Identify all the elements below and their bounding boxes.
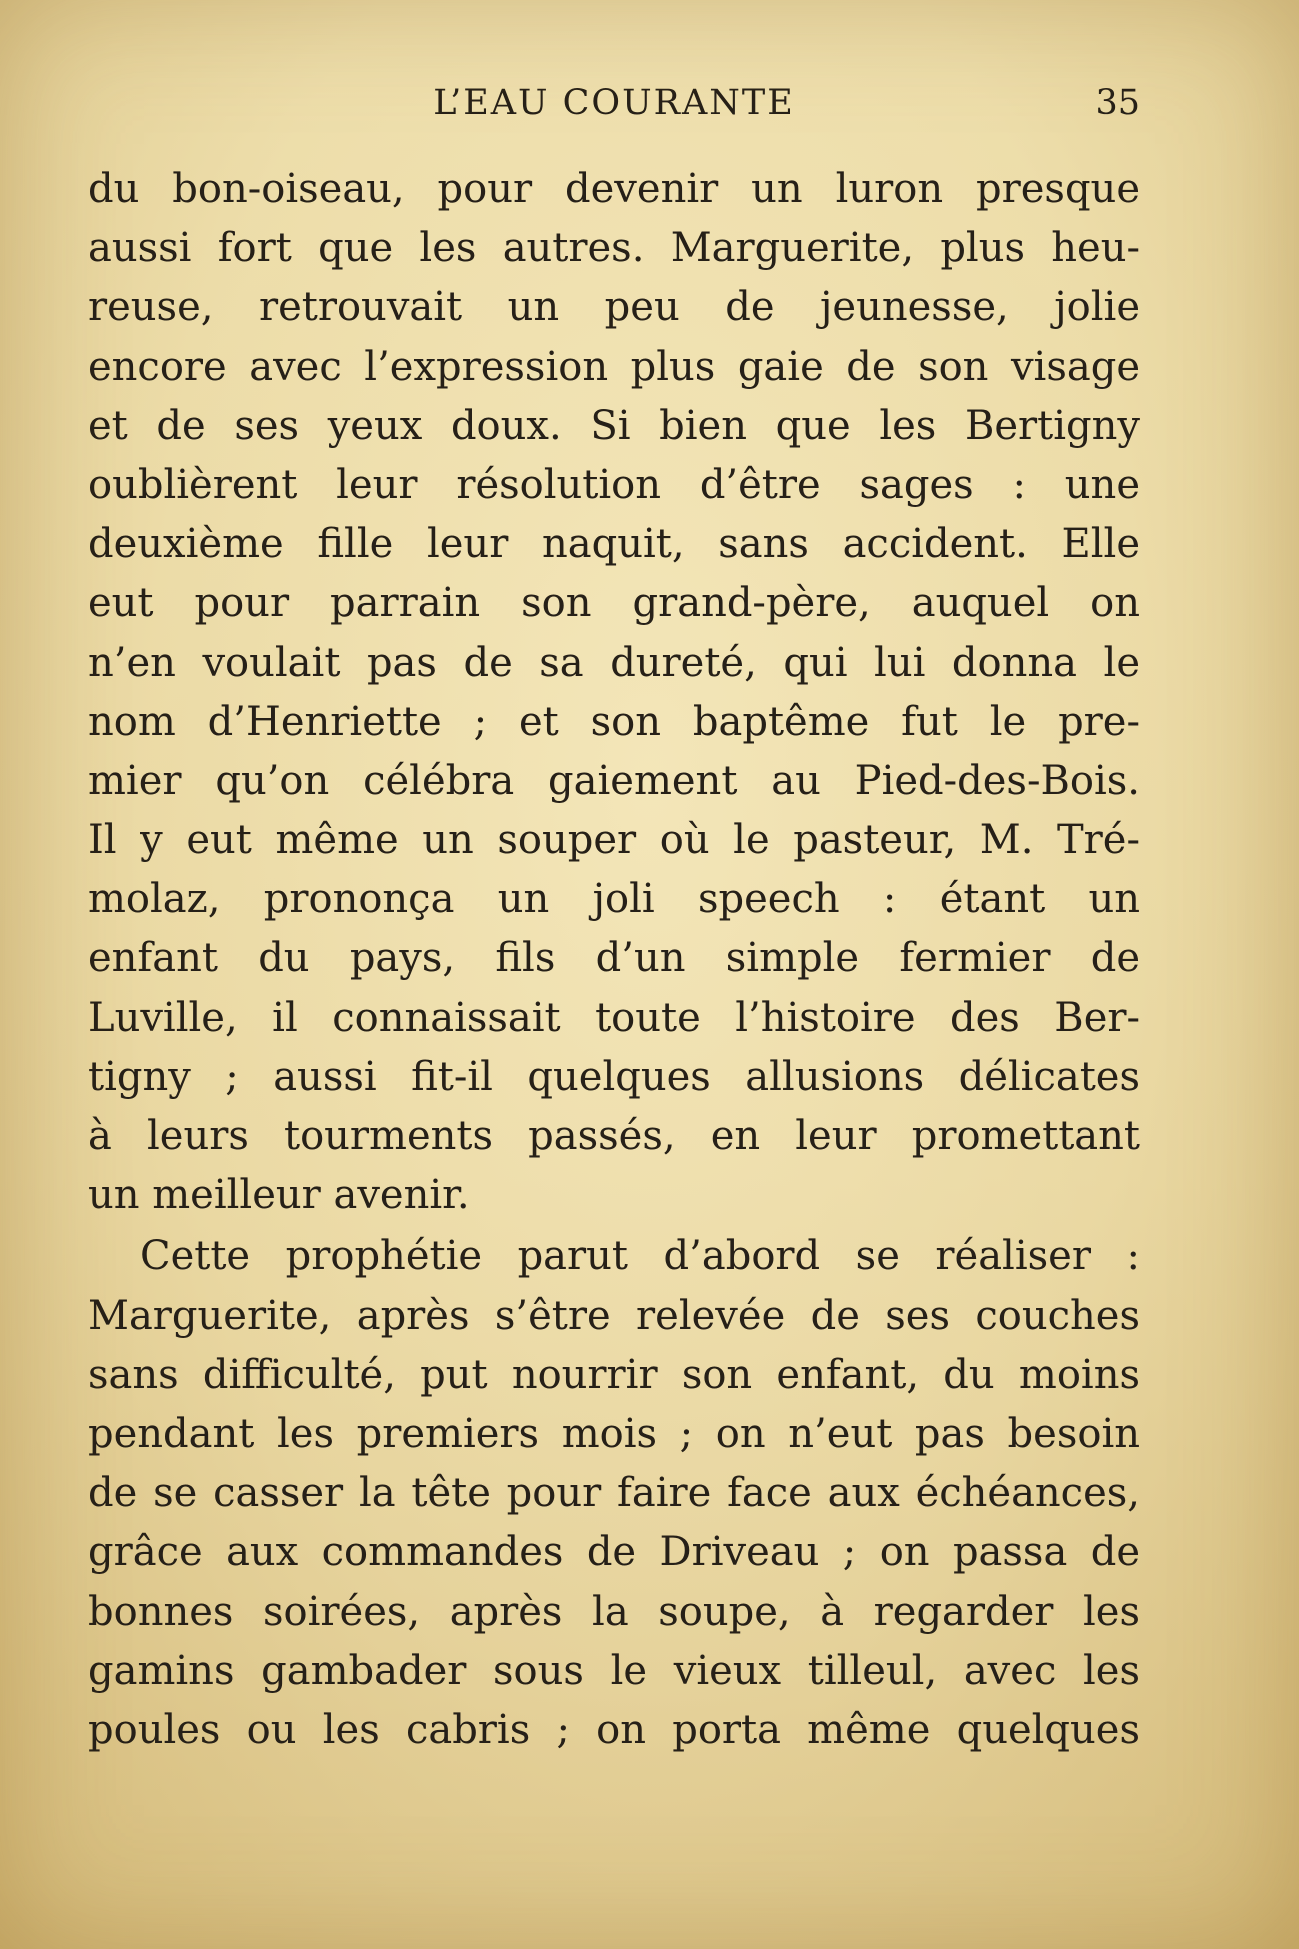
body-text — [88, 160, 1140, 1760]
text-line: gamins gambader sous le vieux tilleul, avec les — [88, 1647, 1140, 1694]
text-line: nom d’Henriette ; et son baptême fut le pre- — [88, 698, 1140, 745]
text-line: de se casser la tête pour faire face aux échéances, — [88, 1470, 1140, 1517]
text-line: molaz, prononça un joli speech : étant un — [88, 876, 1140, 923]
text-line: grâce aux commandes de Driveau ; on passa de — [88, 1529, 1140, 1576]
text-line: à leurs tourments passés, en leur promettant — [88, 1113, 1140, 1159]
text-line: Il y eut même un souper où le pasteur, M. Tré- — [88, 817, 1140, 864]
text-line: Luville, il connaissait toute l’histoire des Ber- — [88, 994, 1140, 1041]
text-line: bonnes soirées, après la soupe, à regarder les — [88, 1588, 1140, 1635]
text-line: Cette prophétie parut d’abord se réaliser : — [140, 1233, 1140, 1280]
text-line: sans difficulté, put nourrir son enfant, du moins — [88, 1351, 1140, 1398]
text-line: eut pour parrain son grand-père, auquel on — [88, 580, 1140, 627]
text-line: reuse, retrouvait un peu de jeunesse, jolie — [88, 284, 1140, 331]
running-title: L’EAU COURANTE — [433, 83, 795, 123]
text-line: un meilleur avenir. — [88, 1172, 470, 1219]
text-line: Marguerite, après s’être relevée de ses couches — [88, 1292, 1140, 1339]
text-line: tigny ; aussi fit-il quelques allusions délicates — [88, 1053, 1140, 1100]
running-head — [88, 78, 1140, 128]
text-line: enfant du pays, fils d’un simple fermier de — [88, 935, 1140, 982]
text-line: n’en voulait pas de sa dureté, qui lui donna le — [88, 639, 1140, 686]
text-line: poules ou les cabris ; on porta même quelques — [88, 1706, 1140, 1753]
text-line: mier qu’on célébra gaiement au Pied-des-Bois. — [88, 757, 1140, 804]
paragraph-2 — [88, 1227, 1140, 1760]
text-line: et de ses yeux doux. Si bien que les Bertigny — [88, 402, 1140, 449]
text-line: du bon-oiseau, pour devenir un luron presque — [88, 166, 1140, 212]
text-line: pendant les premiers mois ; on n’eut pas besoin — [88, 1410, 1140, 1457]
text-line: aussi fort que les autres. Marguerite, plus heu- — [88, 225, 1140, 272]
text-line: encore avec l’expression plus gaie de son visage — [88, 343, 1140, 390]
text-line: deuxième fille leur naquit, sans accident. Elle — [88, 521, 1140, 568]
page-number: 35 — [1095, 83, 1140, 123]
text-line: oublièrent leur résolution d’être sages : une — [88, 461, 1140, 508]
paragraph-1 — [88, 160, 1140, 1225]
